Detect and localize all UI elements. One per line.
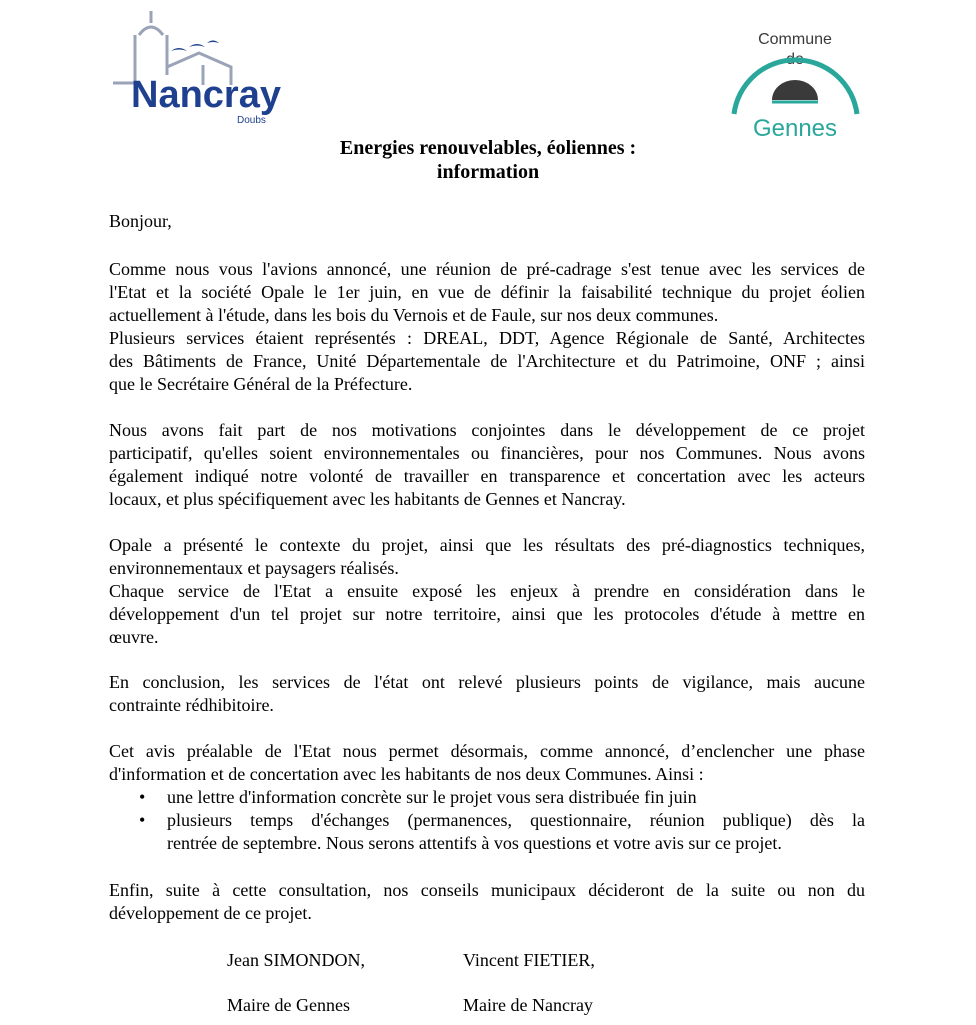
p4-line: contrainte rédhibitoire.	[109, 695, 274, 715]
p1-line: des Bâtiments de France, Unité Départementale de l'Architecture et du Patrimoine, ONF ; ainsi	[109, 351, 865, 371]
gennes-logo	[722, 16, 869, 146]
p6-line: Enfin, suite à cette consultation, nos conseils municipaux décideront de la suite ou non du	[109, 880, 865, 900]
p1-line: que le Secrétaire Général de la Préfecture.	[109, 374, 413, 394]
signature-left-name: Jean SIMONDON,	[227, 950, 365, 970]
p3-line: Opale a présenté le contexte du projet, ainsi que les résultats des pré-diagnostics techniques,	[109, 535, 865, 555]
bullet-text: plusieurs temps d'échanges (permanences, questionnaire, réunion publique) dès la	[167, 810, 865, 830]
p5-line: Cet avis préalable de l'Etat nous permet désormais, comme annoncé, d’enclencher une phase	[109, 741, 865, 761]
signature-right-title: Maire de Nancray	[463, 995, 593, 1015]
title-line-1: Energies renouvelables, éoliennes :	[339, 137, 637, 159]
p6-line: développement de ce projet.	[109, 903, 312, 923]
list-item	[109, 786, 865, 809]
p3-line: développement d'un tel projet sur notre territoire, ainsi que les protocoles d'étude à mettre en	[109, 604, 865, 624]
bullet-text: rentrée de septembre. Nous serons attentifs à vos questions et votre avis sur ce projet.	[167, 833, 782, 853]
signature-right-name: Vincent FIETIER,	[463, 950, 595, 970]
p1-line: Plusieurs services étaient représentés : DREAL, DDT, Agence Régionale de Santé, Architectes	[109, 328, 865, 348]
p2-line: Nous avons fait part de nos motivations conjointes dans le développement de ce projet	[109, 420, 865, 440]
bullet-list	[109, 786, 865, 855]
p1-line: l'Etat et la société Opale le 1er juin, en vue de définir la faisabilité technique du projet éolien	[109, 282, 865, 302]
paragraph-3	[109, 534, 865, 649]
p2-line: également indiqué notre volonté de travailler en transparence et concertation avec les acteurs	[109, 466, 865, 486]
bullet-icon: •	[139, 787, 146, 807]
signature-left-title: Maire de Gennes	[227, 995, 350, 1015]
p2-line: participatif, qu'elles soient environnementales ou financières, pour nos Communes. Nous avons	[109, 443, 865, 463]
p3-line: Chaque service de l'Etat a ensuite exposé les enjeux à prendre en considération dans le	[109, 581, 865, 601]
birds-icon	[171, 41, 219, 52]
paragraph-5	[109, 740, 865, 786]
bullet-icon: •	[139, 810, 146, 830]
gennes-logo-line1: Commune	[758, 31, 832, 48]
p1-line: Comme nous vous l'avions annoncé, une réunion de pré-cadrage s'est tenue avec les services de	[109, 259, 865, 279]
paragraph-6	[109, 879, 865, 925]
nancray-logo-sub: Doubs	[237, 115, 266, 126]
p2-line: locaux, et plus spécifiquement avec les habitants de Gennes et Nancray.	[109, 489, 626, 509]
p4-line: En conclusion, les services de l'état ont relevé plusieurs points de vigilance, mais aucune	[109, 672, 865, 692]
p3-line: environnementaux et paysagers réalisés.	[109, 558, 399, 578]
p1-line: actuellement à l'étude, dans les bois du Vernois et de Faule, sur nos deux communes.	[109, 305, 719, 325]
gennes-logo-line2: de	[786, 51, 804, 68]
paragraph-2	[109, 419, 865, 511]
p3-line: œuvre.	[109, 627, 159, 647]
list-item	[109, 809, 865, 855]
p5-line: d'information et de concertation avec les habitants de nos deux Communes. Ainsi :	[109, 764, 704, 784]
nancray-logo-name: Nancray	[131, 74, 281, 116]
paragraph-1	[109, 258, 865, 396]
nancray-logo	[103, 5, 293, 130]
title-line-2: information	[436, 161, 540, 183]
greeting: Bonjour,	[109, 211, 172, 231]
page-title	[0, 136, 976, 184]
paragraph-4	[109, 671, 865, 717]
gennes-logo-line3: Gennes	[752, 115, 838, 142]
bullet-text: une lettre d'information concrète sur le projet vous sera distribuée fin juin	[167, 787, 697, 807]
